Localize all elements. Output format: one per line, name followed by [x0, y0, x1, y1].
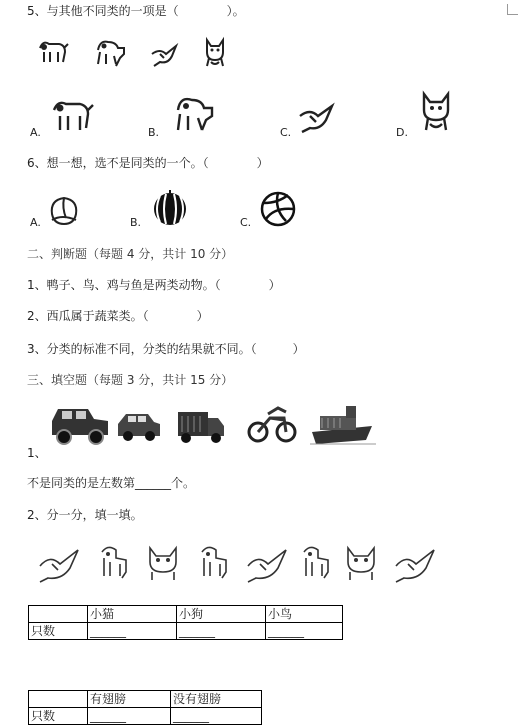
q5-option-d[interactable]: D. — [396, 126, 408, 139]
table-header-cat: 小猫 — [88, 606, 177, 623]
dog-icon — [196, 544, 230, 580]
table-header-cell — [29, 606, 88, 623]
dog-icon — [298, 544, 332, 580]
watermelon-icon — [152, 190, 188, 226]
section3-title: 三、填空题（每题 3 分，共计 15 分） — [27, 373, 234, 387]
table-header-no-wings: 没有翅膀 — [171, 691, 262, 708]
section2-title: 二、判断题（每题 4 分，共计 10 分） — [27, 247, 234, 261]
q6-option-a[interactable]: A. — [30, 216, 41, 229]
has-wings-count-blank[interactable]: ______ — [88, 708, 171, 725]
motorcycle-icon — [248, 404, 296, 444]
bird-icon — [36, 546, 82, 580]
q6-option-b[interactable]: B. — [130, 216, 142, 229]
bird-count-blank[interactable]: ______ — [266, 623, 343, 640]
page-corner-mark — [507, 4, 518, 15]
table-header-dog: 小狗 — [177, 606, 266, 623]
row-label: 只数 — [29, 708, 88, 725]
table-row — [29, 691, 262, 708]
table-row — [29, 623, 343, 640]
cat-icon — [344, 544, 378, 582]
peach-icon — [46, 192, 82, 226]
q5-option-c[interactable]: C. — [280, 126, 292, 139]
truck-icon — [176, 408, 226, 444]
cat-icon — [203, 36, 229, 68]
dog-icon — [50, 98, 94, 134]
dog-icon — [36, 38, 70, 68]
table-row — [29, 708, 262, 725]
fill-q2-text: 2、分一分，填一填。 — [27, 508, 143, 522]
cat-icon — [146, 544, 180, 582]
bird-icon — [150, 42, 180, 66]
q5-option-a[interactable]: A. — [30, 126, 41, 139]
row-label: 只数 — [29, 623, 88, 640]
suv-icon — [116, 410, 162, 444]
judgment-item-1: 1、鸭子、鸟、鸡与鱼是两类动物。（ ） — [27, 278, 281, 292]
no-wings-count-blank[interactable]: ______ — [171, 708, 262, 725]
dog-icon — [92, 36, 128, 68]
q5-option-b[interactable]: B. — [148, 126, 160, 139]
jeep-icon — [50, 405, 112, 447]
dog-icon — [96, 544, 130, 580]
dog-icon — [170, 92, 222, 134]
ship-icon — [310, 402, 376, 448]
count-table-wings — [28, 690, 262, 725]
cat-count-blank[interactable]: ______ — [88, 623, 177, 640]
count-table-animals — [28, 605, 343, 640]
dog-count-blank[interactable]: ______ — [177, 623, 266, 640]
q6-stem: 6、想一想，选不是同类的一个。（ ） — [27, 156, 269, 170]
q5-stem: 5、与其他不同类的一项是（ ）。 — [27, 4, 245, 18]
bird-icon — [392, 546, 438, 580]
judgment-item-3: 3、分类的标准不同，分类的结果就不同。（ ） — [27, 342, 305, 356]
bird-icon — [244, 546, 290, 580]
table-row — [29, 606, 343, 623]
fill-q1-text: 不是同类的是左数第______个。 — [27, 476, 196, 490]
table-header-has-wings: 有翅膀 — [88, 691, 171, 708]
judgment-item-2: 2、西瓜属于蔬菜类。（ ） — [27, 309, 209, 323]
table-header-cell — [29, 691, 88, 708]
fill-q1-number: 1、 — [27, 446, 47, 460]
table-header-bird: 小鸟 — [266, 606, 343, 623]
bird-icon — [298, 100, 338, 130]
volleyball-icon — [260, 191, 296, 227]
cat-icon — [420, 90, 454, 132]
q6-option-c[interactable]: C. — [240, 216, 252, 229]
